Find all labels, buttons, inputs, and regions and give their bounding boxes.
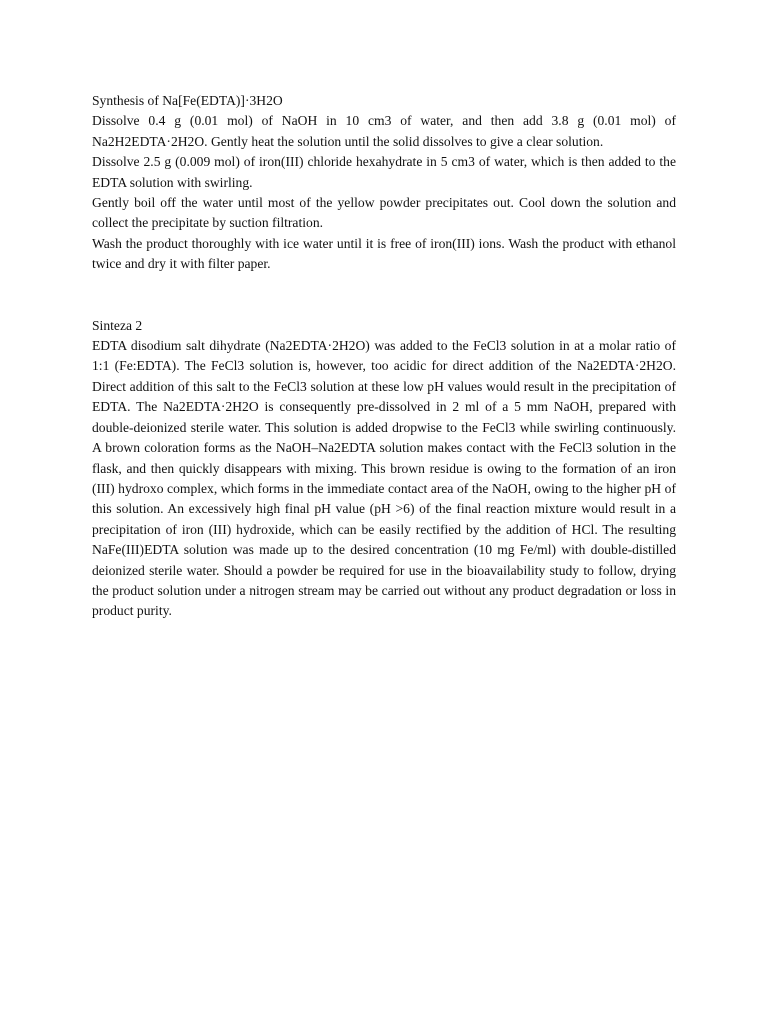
section-heading: Synthesis of Na[Fe(EDTA)]·3H2O [92,93,283,108]
paragraph: Dissolve 0.4 g (0.01 mol) of NaOH in 10 cm3 of water, and then add 3.8 g (0.01 mol) of Na2H2EDTA·2H2O. Gently heat the solution until the solid dissolves to give a clear solution. [92,113,676,149]
paragraph: EDTA disodium salt dihydrate (Na2EDTA·2H2O) was added to the FeCl3 solution in at a molar ratio of 1:1 (Fe:EDTA). The FeCl3 solution is, however, too acidic for direct addition of the Na2EDTA·2H2O. Direct addition of this salt to the FeCl3 solution at these low pH values would result in the precipitation of EDTA. The Na2EDTA·2H2O is consequently pre-dissolved in 2 ml of a 5 mm NaOH, prepared with double-deionized sterile water. This solution is added dropwise to the FeCl3 while swirling continuously. A brown coloration forms as the NaOH–Na2EDTA solution makes contact with the FeCl3 solution in the flask, and then quickly disappears with mixing. This brown residue is owing to the formation of an iron (III) hydroxo complex, which forms in the immediate contact area of the NaOH, owing to the higher pH of this solution. An excessively high final pH value (pH >6) of the final reaction mixture would result in a precipitation of iron (III) hydroxide, which can be easily rectified by the addition of HCl. The resulting NaFe(III)EDTA solution was made up to the desired concentration (10 mg Fe/ml) with double-distilled deionized sterile water. Should a powder be required for use in the bioavailability study to follow, drying the product solution under a nitrogen stream may be carried out without any product degradation or loss in product purity. [92,338,676,619]
document-body [92,91,676,622]
paragraph: Wash the product thoroughly with ice water until it is free of iron(III) ions. Wash the product with ethanol twice and dry it with filter paper. [92,235,676,272]
paragraph: Gently boil off the water until most of the yellow powder precipitates out. Cool down the solution and collect the precipitate by suction filtration. [92,195,676,231]
section-synthesis [92,91,676,275]
paragraph: Dissolve 2.5 g (0.009 mol) of iron(III) chloride hexahydrate in 5 cm3 of water, which is then added to the EDTA solution with swirling. [92,154,676,190]
section-heading: Sinteza 2 [92,317,143,333]
section-sinteza-2 [92,316,676,622]
